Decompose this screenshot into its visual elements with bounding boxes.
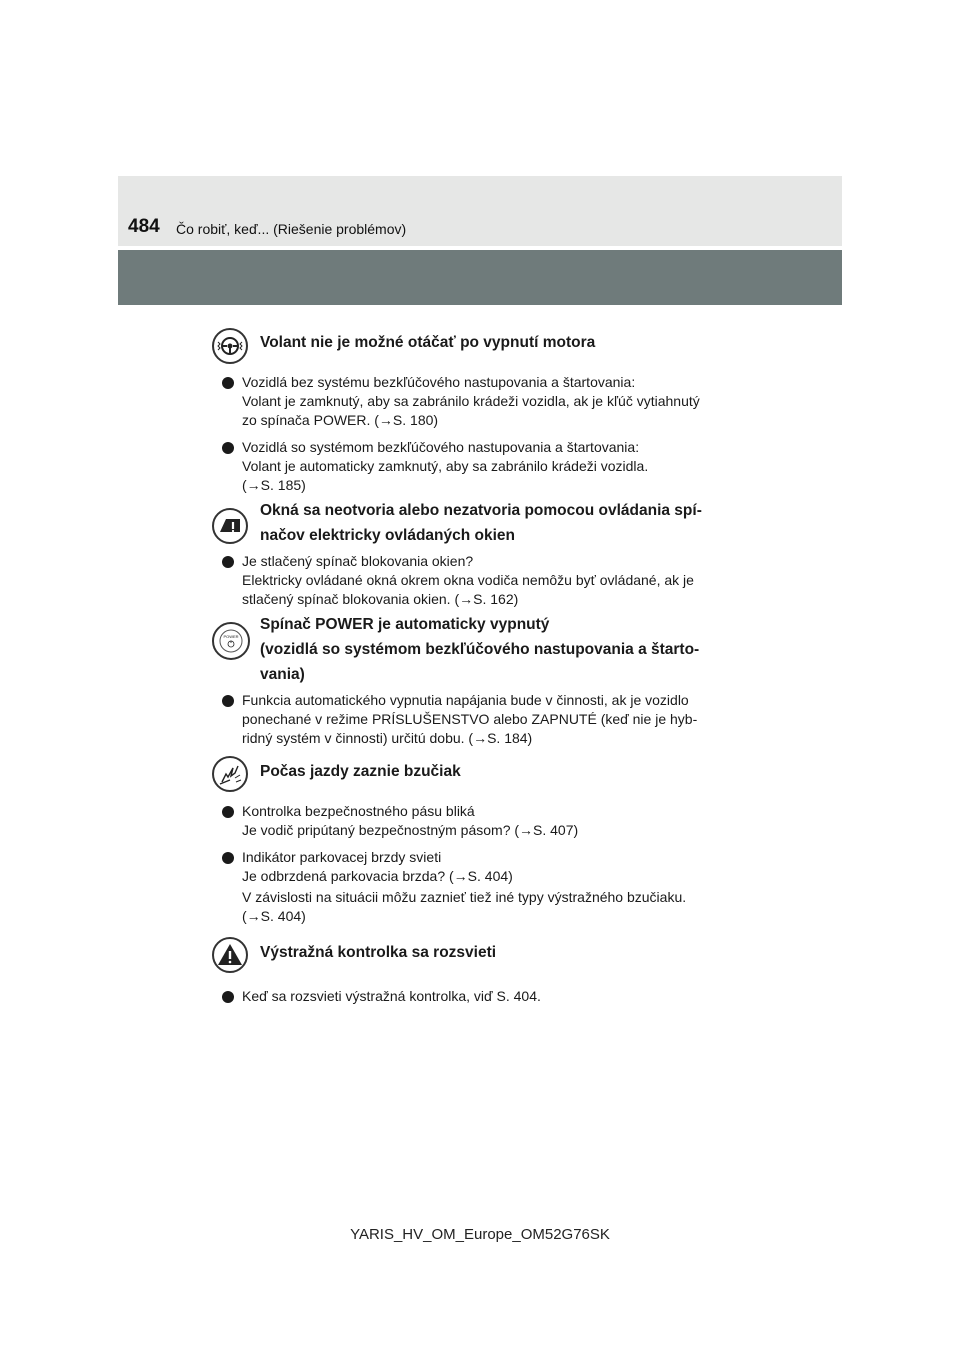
buzzer-icon xyxy=(212,756,248,792)
warning-triangle-icon xyxy=(212,937,248,973)
heading-line: Spínač POWER je automaticky vypnutý xyxy=(260,616,550,633)
bullet-icon xyxy=(222,852,234,864)
list-item xyxy=(212,552,748,609)
section-heading xyxy=(260,612,748,687)
bullet-icon xyxy=(222,556,234,568)
section-steering xyxy=(212,325,748,495)
section-heading-row xyxy=(212,498,748,548)
section-heading-row xyxy=(212,754,748,794)
note-line: (→S. 404) xyxy=(242,908,306,924)
item-line: zo spínača POWER. (→S. 180) xyxy=(242,412,439,428)
section-windows xyxy=(212,498,748,609)
section-note xyxy=(212,888,748,926)
heading-line: Počas jazdy zaznie bzučiak xyxy=(260,763,461,780)
footer-doc-id: YARIS_HV_OM_Europe_OM52G76SK xyxy=(350,1226,610,1243)
list-item xyxy=(212,802,748,840)
bullet-icon xyxy=(222,806,234,818)
note-line: V závislosti na situácii môžu zaznieť tiež iné typy výstražného bzučiaku. xyxy=(242,889,687,905)
item-line: Indikátor parkovacej brzdy svieti xyxy=(242,849,442,865)
header-band xyxy=(118,250,842,305)
item-line: Vozidlá bez systému bezkľúčového nastupovania a štartovania: xyxy=(242,374,636,390)
heading-line: Volant nie je možné otáčať po vypnutí motora xyxy=(260,334,596,351)
bullet-icon xyxy=(222,377,234,389)
chapter-title: Čo robiť, keď... (Riešenie problémov) xyxy=(176,221,407,237)
section-heading xyxy=(260,498,748,548)
item-line: Elektricky ovládané okná okrem okna vodiča nemôžu byť ovládané, ak je xyxy=(242,572,694,588)
section-heading xyxy=(260,754,748,784)
section-buzzer xyxy=(212,754,748,926)
heading-line: Výstražná kontrolka sa rozsvieti xyxy=(260,944,497,961)
heading-line: načov elektricky ovládaných okien xyxy=(260,527,516,544)
item-line: stlačený spínač blokovania okien. (→S. 162) xyxy=(242,591,519,607)
item-line: Volant je zamknutý, aby sa zabránilo krádeži vozidla, ak je kľúč vytiahnutý xyxy=(242,393,700,409)
item-line: Je vodič pripútaný bezpečnostným pásom? (→S. 407) xyxy=(242,822,579,838)
page-number: 484 xyxy=(128,216,160,237)
heading-line: vania) xyxy=(260,666,305,683)
item-line: ponechané v režime PRÍSLUŠENSTVO alebo ZAPNUTÉ (keď nie je hyb- xyxy=(242,711,698,727)
list-item xyxy=(212,438,748,495)
bullet-icon xyxy=(222,442,234,454)
list-item xyxy=(212,848,748,886)
item-line: (→S. 185) xyxy=(242,477,306,493)
window-lock-icon xyxy=(212,508,248,544)
heading-line: (vozidlá so systémom bezkľúčového nastupovania a štarto- xyxy=(260,641,700,658)
section-heading xyxy=(260,325,748,355)
steering-wheel-icon xyxy=(212,328,248,364)
item-line: Funkcia automatického vypnutia napájania bude v činnosti, ak je vozidlo xyxy=(242,692,689,708)
bullet-icon xyxy=(222,991,234,1003)
section-heading-row xyxy=(212,935,748,975)
section-power xyxy=(212,612,748,748)
bullet-icon xyxy=(222,695,234,707)
power-label: POWER xyxy=(223,634,239,639)
item-line: Kontrolka bezpečnostného pásu bliká xyxy=(242,803,475,819)
section-warning-light xyxy=(212,935,748,1006)
item-line: ridný systém v činnosti) určitú dobu. (→S. 184) xyxy=(242,730,533,746)
item-line: Volant je automaticky zamknutý, aby sa zabránilo krádeži vozidla. xyxy=(242,458,649,474)
list-item xyxy=(212,987,748,1006)
section-heading xyxy=(260,935,748,965)
power-switch-icon xyxy=(212,622,250,660)
list-item xyxy=(212,691,748,748)
list-item xyxy=(212,373,748,430)
heading-line: Okná sa neotvoria alebo nezatvoria pomocou ovládania spí- xyxy=(260,502,702,519)
section-heading-row xyxy=(212,612,748,687)
section-heading-row xyxy=(212,325,748,365)
item-line: Je stlačený spínač blokovania okien? xyxy=(242,553,474,569)
item-line: Keď sa rozsvieti výstražná kontrolka, viď S. 404. xyxy=(242,988,541,1004)
item-line: Vozidlá so systémom bezkľúčového nastupovania a štartovania: xyxy=(242,439,640,455)
item-line: Je odbrzdená parkovacia brzda? (→S. 404) xyxy=(242,868,513,884)
